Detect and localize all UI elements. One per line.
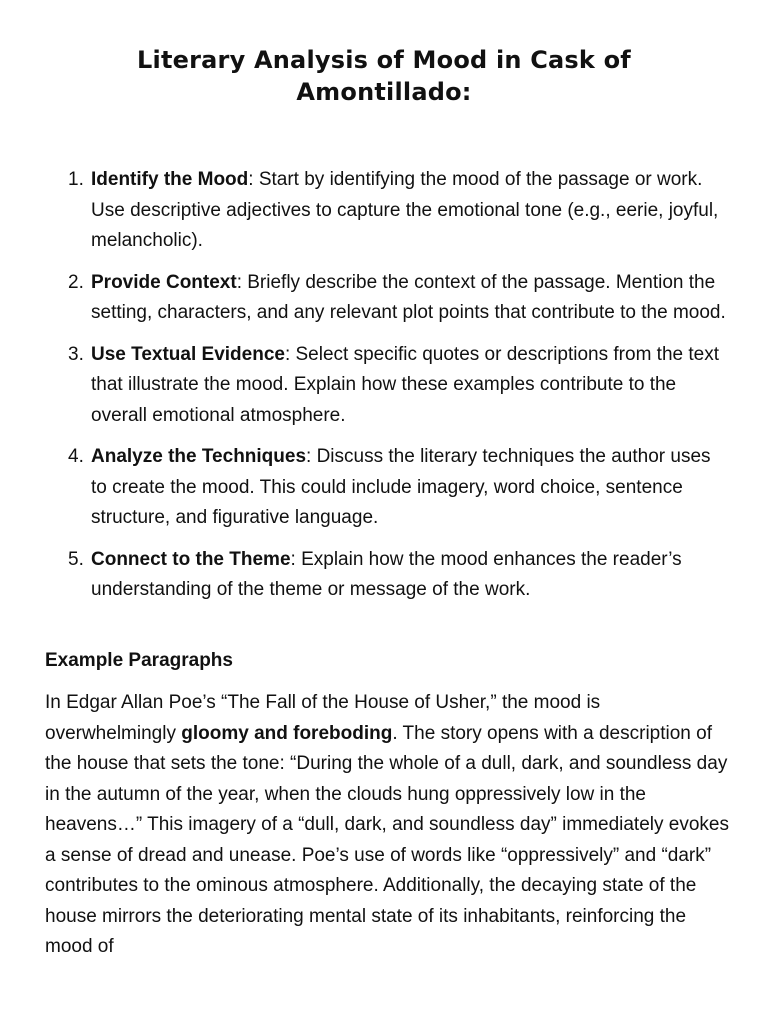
paragraph-text-before: In Edgar Allan Poe’s “The Fall of the House of Usher,” the mood is overwhelmingly — [45, 692, 601, 744]
list-item-connect-theme — [0, 545, 768, 606]
list-item-number: 3. — [68, 343, 84, 365]
page-title: Literary Analysis of Mood in Cask of Amontillado: — [137, 46, 631, 106]
list-item-title: Use Textual Evidence — [91, 343, 285, 365]
list-item-text: : Discuss the literary techniques the author uses to create the mood. This could include imagery, word choice, sentence structure, and figurative language. — [91, 446, 711, 528]
list-item-number: 4. — [68, 446, 84, 467]
list-item-title: Connect to the Theme — [91, 548, 291, 570]
list-item-analyze-techniques — [0, 442, 768, 534]
list-item-provide-context — [0, 268, 768, 329]
list-item-text: : Explain how the mood enhances the reader’s understanding of the theme or message of the work. — [91, 548, 682, 600]
list-item-number: 2. — [68, 271, 84, 293]
paragraph-emphasis: gloomy and foreboding — [181, 722, 393, 744]
example-heading: Example Paragraphs — [45, 650, 233, 671]
list-item-title: Identify the Mood — [91, 169, 249, 190]
list-item-identify-mood — [0, 165, 768, 257]
list-item-number: 5. — [68, 548, 84, 570]
list-item-textual-evidence — [0, 340, 768, 432]
paragraph-text-after: . The story opens with a description of the house that sets the tone: “During the whole of a dull, dark, and soundless day in the autumn of the year, when the clouds hung oppressively low in the heavens…” This imagery of a “dull, dark, and soundless day” immediately evokes a sense of dread and unease. Poe’s use of words like “oppressively” and “dark” contributes to the ominous atmosphere. Additionally, the decaying state of the house mirrors the deteriorating mental state of its inhabitants, reinforcing the mood of — [45, 722, 729, 957]
list-item-title: Analyze the Techniques — [91, 446, 307, 467]
list-item-number: 1. — [68, 169, 84, 190]
list-item-text: : Start by identifying the mood of the passage or work. Use descriptive adjectives to capture the emotional tone (e.g., eerie, joyful, melancholic). — [91, 169, 719, 251]
list-item-title: Provide Context — [91, 271, 237, 293]
example-paragraph — [45, 688, 735, 963]
list-item-text: : Briefly describe the context of the passage. Mention the setting, characters, and any relevant plot points that contribute to the mood. — [91, 271, 726, 323]
list-item-text: : Select specific quotes or descriptions from the text that illustrate the mood. Explain how these examples contribute to the overall emotional atmosphere. — [91, 343, 719, 426]
analysis-steps-list — [0, 165, 768, 617]
